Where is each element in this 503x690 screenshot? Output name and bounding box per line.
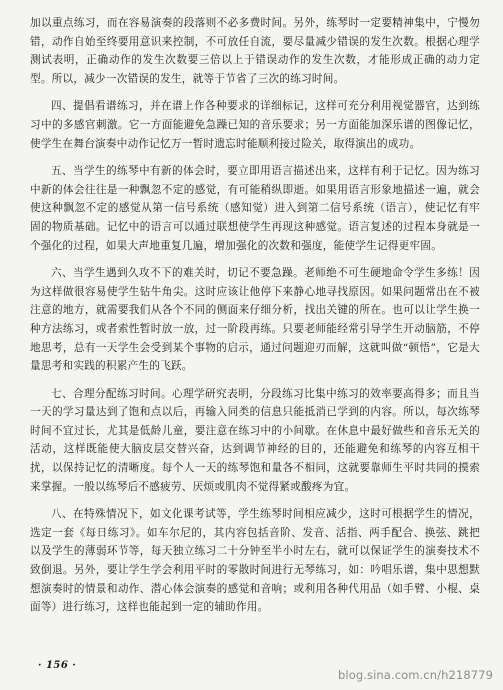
page-number: · 156 · <box>38 660 77 671</box>
paragraph-six-difficulties: 六、当学生遇到久攻不下的难关时，切记不要急躁。老师绝不可生硬地命令学生多练！因为这样做很容易使学生钻牛角尖。这时应该让他停下来静心地寻找原因。如果问题常出在不被注意的地方，就需要我们从各个不同的侧面来仔细分析，找出关键的所在。也可以让学生换一种方法练习，或者索性暂时放一放，过一阶段再练。只要老师能经常引导学生开动脑筋，不停地思考，总有一天学生会受到某个事物的启示，通过问题迎刃而解，这就叫做“顿悟”，它是大量思考和实践的积累产生的飞跃。 <box>30 267 480 373</box>
paragraph-eight-daily-exercises: 八、在特殊情况下，如文化课考试等，学生练琴时间相应减少，这时可根据学生的情况，选定一套《每日练习》。如车尔尼的，其内容包括音阶、发音、活指、两手配合、换弦、跳把以及学生的薄弱环节等，每天独立练习二十分钟至半小时左右，就可以保证学生的演奏技术不致倒退。另外，要让学生学会利用平时的零散时间进行无琴练习，如：吟唱乐谱，集中思想默想演奏时的情景和动作、潜心体会演奏的感觉和音响；或利用各种代用品（如手臂、小棍、桌面等）进行练习，这样也能起到一定的辅助作用。 <box>30 508 480 614</box>
paragraph-seven-time-allocation: 七、合理分配练习时间。心理学研究表明，分段练习比集中练习的效率要高得多；而且当一天的学习量达到了饱和点以后，再输入同类的信息只能抵消已学到的内容。所以，每次练琴时间不宜过长，尤其是低龄儿童，要注意在练习中的小间歇。在休息中最好做些和音乐无关的活动，这样既能使大脑皮层交替兴奋，达到调节神经的目的，还能避免和练琴的内容互相干扰，以保持记忆的清晰度。每个人一天的练琴饱和量各不相同，这就要靠师生平时共同的摸索来掌握。一般以练琴后不感疲劳、厌烦或肌肉不觉得紧或酸疼为宜。 <box>30 387 480 493</box>
document-page <box>30 14 480 626</box>
paragraph-continuation: 加以重点练习，而在容易演奏的段落则不必多费时间。另外，练琴时一定要精神集中，宁慢勿错，动作自始至终要用意识来控制，不可放任自流，要尽量减少错误的发生次数。根据心理学测试表明，正确动作的发生次数要三倍以上于错误动作的发生次数，才能形成正确的动力定型。所以，减少一次错误的发生，就等于节省了三次的练习时间。 <box>30 17 480 85</box>
paragraph-four-sight-reading: 四、提倡看谱练习，并在谱上作各种要求的详细标记，这样可充分利用视觉器官，达到练习中的多感官刺激。它一方面能避免急躁已知的音乐要求；另一方面能加深乐谱的图像记忆，使学生在舞台演奏中动作记忆万一暂时遗忘时能顺利接过险关，取得演出的成功。 <box>30 100 480 150</box>
blog-watermark: blog.sina.com.cn/h218779 <box>338 668 493 682</box>
paragraph-five-verbal-description: 五、当学生的练琴中有新的体会时，要立即用语言描述出来，这样有利于记忆。因为练习中新的体会往往是一种飘忽不定的感觉，有可能稍纵即逝。如果用语言形象地描述一遍，就会使这种飘忽不定的感觉从第一信号系统（感知觉）进入到第二信号系统（语言），使记忆有牢固的物质基础。记忆中的语言可以通过联想使学生再现这种感觉。语言复述的过程本身就是一个强化的过程，如果大声地重复几遍，增加强化的次数和强度，能使学生记得更牢固。 <box>30 165 480 252</box>
